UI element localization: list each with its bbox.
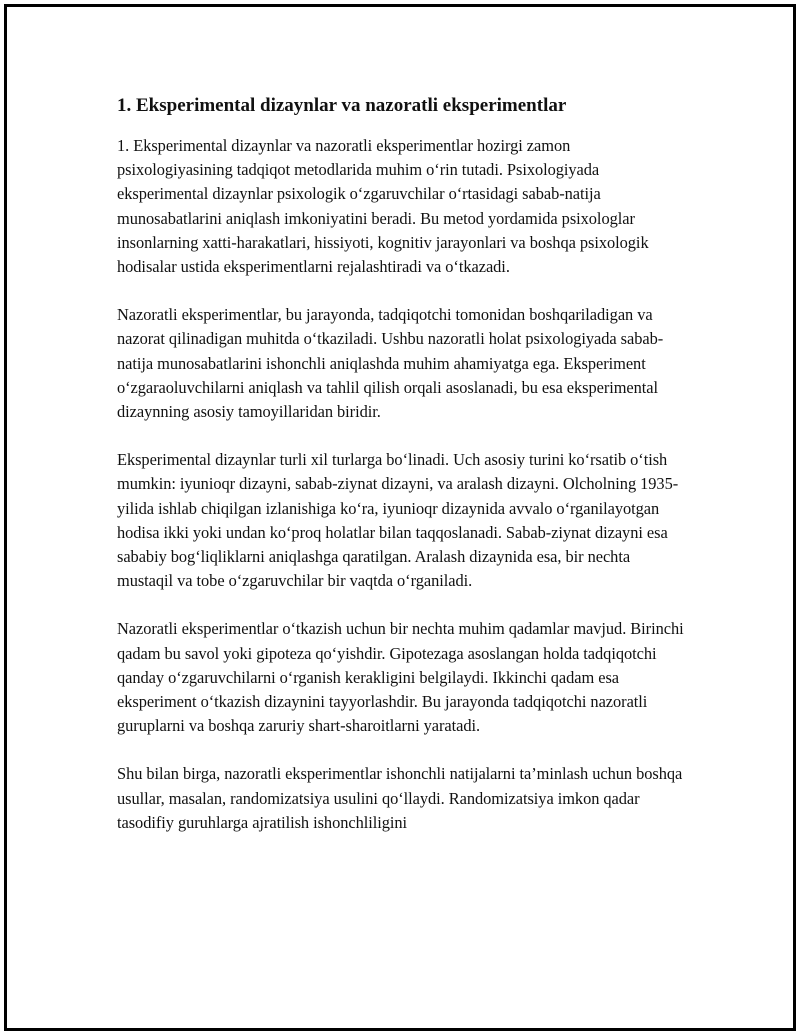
document-body [117,93,687,859]
paragraph-steps: Nazoratli eksperimentlar o‘tkazish uchun bir nechta muhim qadamlar mavjud. Birinchi qadam bu savol yoki gipoteza qo‘yishdir. Gipotezaga asoslangan holda tadqiqotchi qanday o‘zgaruvchilarni o‘rganish kerakligini belgilaydi. Ikkinchi qadam esa eksperiment o‘tkazish dizaynini tayyorlashdir. Bu jarayonda tadqiqotchi nazoratli guruplarni va boshqa zaruriy shart-sharoitlarni yaratadi. [117,619,684,736]
paragraph-intro: 1. Eksperimental dizaynlar va nazoratli eksperimentlar hozirgi zamon psixologiyasining tadqiqot metodlarida muhim o‘rin tutadi. Psixologiyada eksperimental dizaynlar psixologik o‘zgaruvchilar o‘rtasidagi sabab-natija munosabatlarini aniqlash imkoniyatini beradi. Bu metod yordamida psixologlar insonlarning xatti-harakatlari, hissiyoti, kognitiv jarayonlari va boshqa psixologik hodisalar ustida eksperimentlarni rejalashtiradi va o‘tkazadi. [117,136,649,277]
section-heading: 1. Eksperimental dizaynlar va nazoratli eksperimentlar [117,95,567,116]
paragraph-randomization: Shu bilan birga, nazoratli eksperimentlar ishonchli natijalarni ta’minlash uchun boshqa usullar, masalan, randomizatsiya usulini qo‘llaydi. Randomizatsiya imkon qadar tasodifiy guruhlarga ajratilish ishonchliligini [117,764,683,832]
paragraph-design-types: Eksperimental dizaynlar turli xil turlarga bo‘linadi. Uch asosiy turini ko‘rsatib o‘tish mumkin: iyunioqr dizayni, sabab-ziynat dizayni, va aralash dizayni. Olcholning 1935-yilida ishlab chiqilgan izlanishiga ko‘ra, iyunioqr dizaynida avvalo o‘rganilayotgan hodisa ikki yoki undan ko‘proq holatlar bilan taqqoslanadi. Sabab-ziynat dizayni esa sababiy bog‘liqliklarni aniqlashga qaratilgan. Aralash dizaynida esa, bir nechta mustaqil va tobe o‘zgaruvchilar bir vaqtda o‘rganiladi. [117,450,679,591]
paragraph-controlled-experiments: Nazoratli eksperimentlar, bu jarayonda, tadqiqotchi tomonidan boshqariladigan va nazorat qilinadigan muhitda o‘tkaziladi. Ushbu nazoratli holat psixologiyada sabab-natija munosabatlarini ishonchli aniqlashda muhim ahamiyatga ega. Eksperiment o‘zgaraoluvchilarni aniqlash va tahlil qilish orqali asoslanadi, bu esa eksperimental dizaynning asosiy tamoyillaridan biridir. [117,305,664,422]
